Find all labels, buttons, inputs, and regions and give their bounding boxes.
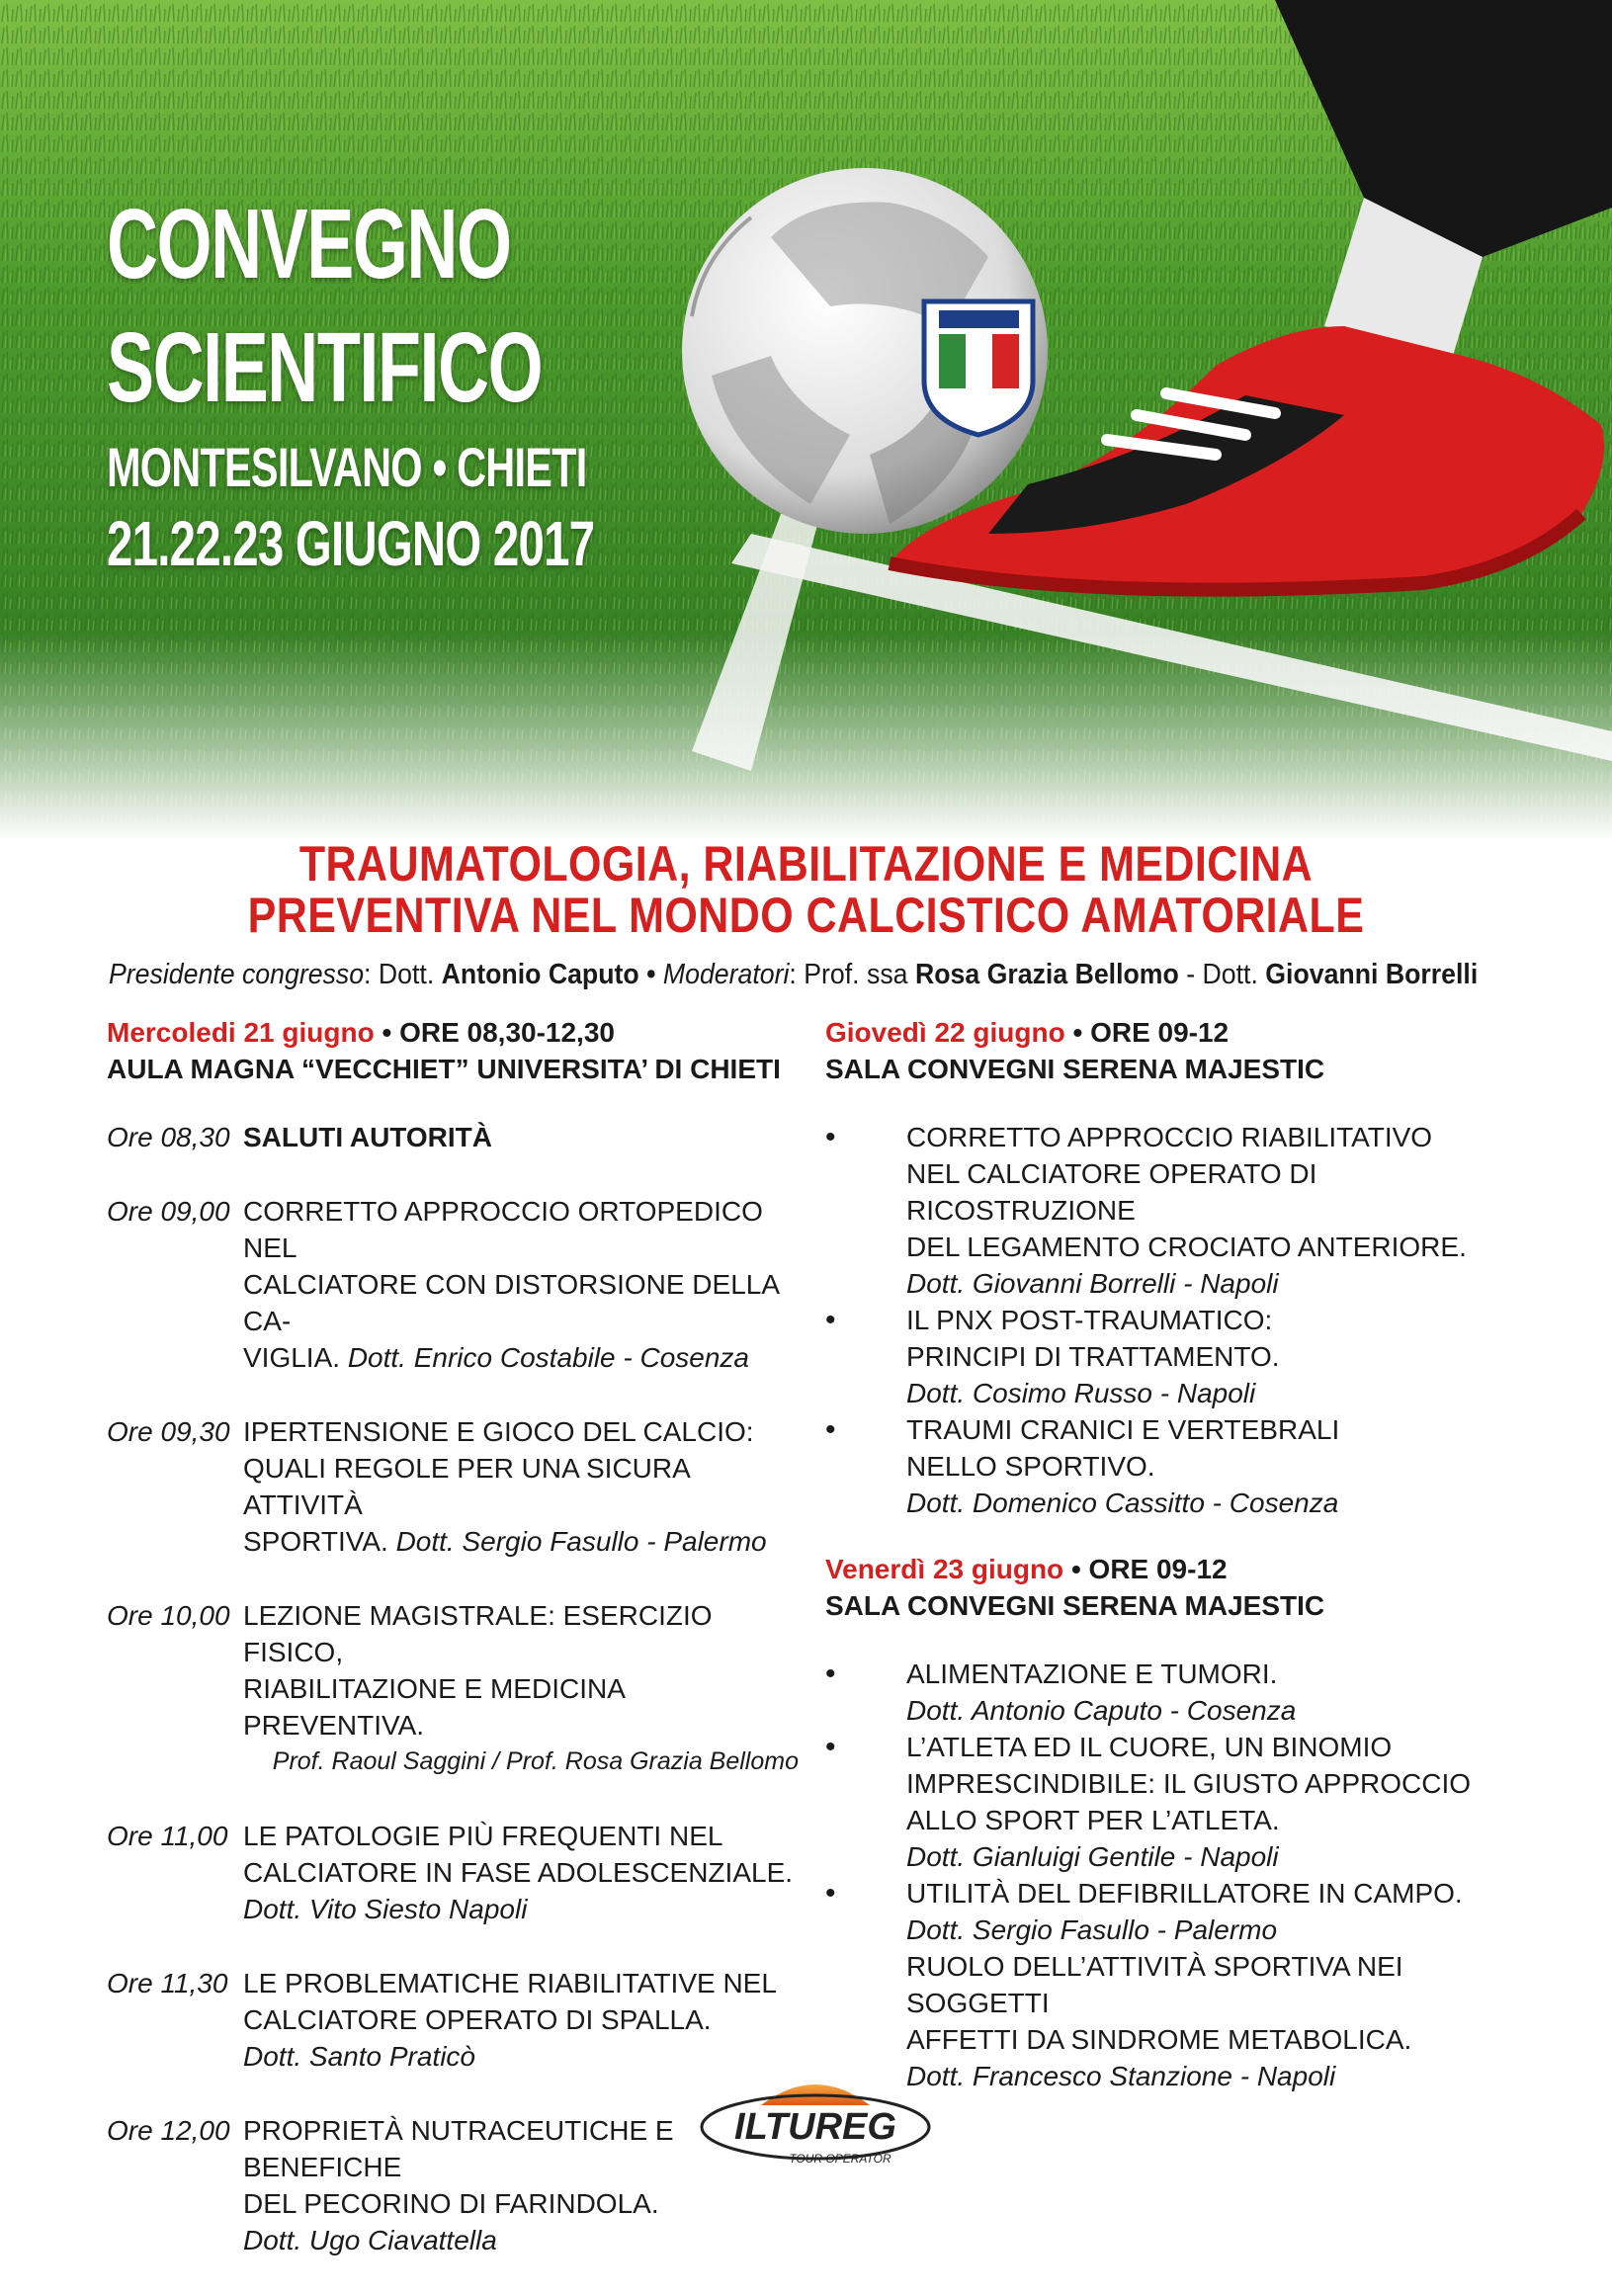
credits-line <box>109 959 1479 991</box>
session-text: CALCIATORE IN FASE ADOLESCENZIALE. <box>243 1857 794 1888</box>
session-speaker: Dott. Sergio Fasullo - Palermo <box>395 1526 767 1557</box>
session-speaker: Prof. Raoul Saggini / Prof. Rosa Grazia Bellomo <box>272 1747 799 1775</box>
day2-date: Giovedì 22 giugno <box>825 1017 1065 1048</box>
talk-text: UTILITÀ DEL DEFIBRILLATORE IN CAMPO. <box>906 1878 1463 1909</box>
president-name: Antonio Caputo <box>441 959 639 990</box>
moderator-separator: - Dott. <box>1178 959 1266 990</box>
session-time: Ore 11,00 <box>107 1821 228 1851</box>
logo-text: ILTUREG <box>734 2106 896 2148</box>
session-text: PROPRIETÀ NUTRACEUTICHE E BENEFICHE <box>243 2115 674 2182</box>
session-time: Ore 11,30 <box>107 1968 228 1998</box>
bullet-icon: • <box>825 1121 836 1153</box>
session-time: Ore 08,30 <box>107 1122 230 1152</box>
talk-text: ALLO SPORT PER L’ATLETA. <box>906 1805 1280 1835</box>
talk-item <box>825 1119 1517 1302</box>
talk-text: RUOLO DELL’ATTIVITÀ SPORTIVA NEI SOGGETTI <box>906 1951 1403 2018</box>
bullet-icon: • <box>825 1304 836 1336</box>
session-item <box>107 1193 799 1376</box>
session-time: Ore 09,30 <box>107 1416 230 1447</box>
talk-text: L’ATLETA ED IL CUORE, UN BINOMIO <box>906 1732 1393 1762</box>
bullet-icon: • <box>825 1413 836 1446</box>
talk-speaker: Dott. Domenico Cassitto - Cosenza <box>906 1488 1339 1518</box>
session-text: SPORTIVA. <box>243 1526 396 1557</box>
session-text: LE PROBLEMATICHE RIABILITATIVE NEL <box>243 1968 777 1998</box>
medici-calcio-badge-icon <box>924 301 1033 435</box>
ilturreg-logo <box>692 2066 939 2174</box>
session-speaker: Dott. Santo Praticò <box>243 2041 476 2072</box>
talk-speaker: Dott. Giovanni Borrelli - Napoli <box>906 1268 1279 1299</box>
session-item <box>107 1965 799 2075</box>
session-time: Ore 12,00 <box>107 2115 230 2146</box>
talk-text: NEL CALCIATORE OPERATO DI RICOSTRUZIONE <box>906 1158 1317 1226</box>
session-item <box>107 1597 799 1780</box>
talk-item <box>825 1875 1517 2094</box>
session-text: QUALI REGOLE PER UNA SICURA ATTIVITÀ <box>243 1453 690 1520</box>
hero-dates: 21.22.23 GIUGNO 2017 <box>107 508 595 579</box>
session-text: CALCIATORE OPERATO DI SPALLA. <box>243 2004 712 2035</box>
session-time: Ore 10,00 <box>107 1600 230 1631</box>
separator: • <box>638 959 663 990</box>
bullet-icon: • <box>825 1658 836 1690</box>
bullet-icon: • <box>825 1877 836 1910</box>
talk-speaker: Dott. Francesco Stanzione - Napoli <box>906 2061 1336 2091</box>
bullet-icon: • <box>825 1731 836 1763</box>
day1-venue: AULA MAGNA “VECCHIET” UNIVERSITA’ DI CHIETI <box>107 1054 781 1084</box>
day3-time: • ORE 09-12 <box>1063 1554 1228 1584</box>
session-text: RIABILITAZIONE E MEDICINA PREVENTIVA. <box>243 1673 625 1741</box>
headline-line1: TRAUMATOLOGIA, RIABILITAZIONE E MEDICINA <box>298 836 1314 892</box>
president-title: : Dott. <box>364 959 442 990</box>
session-text: LE PATOLOGIE PIÙ FREQUENTI NEL <box>243 1821 723 1851</box>
president-label: Presidente congresso <box>109 959 365 990</box>
day3-date: Venerdì 23 giugno <box>825 1554 1064 1584</box>
talk-text: ALIMENTAZIONE E TUMORI. <box>906 1658 1278 1689</box>
moderator1-name: Rosa Grazia Bellomo <box>914 959 1179 990</box>
hero-title-line2: SCIENTIFICO <box>107 312 543 423</box>
talk-text: PRINCIPI DI TRATTAMENTO. <box>906 1341 1280 1372</box>
day2-day3-schedule <box>825 1014 1517 2094</box>
logo-subtext: TOUR OPERATOR <box>789 2152 891 2166</box>
moderator2-name: Giovanni Borrelli <box>1265 959 1479 990</box>
talk-text: IL PNX POST-TRAUMATICO: <box>906 1305 1273 1335</box>
session-speaker: Dott. Enrico Costabile - Cosenza <box>347 1342 750 1373</box>
session-text: IPERTENSIONE E GIOCO DEL CALCIO: <box>243 1416 754 1447</box>
session-text: CALCIATORE CON DISTORSIONE DELLA CA- <box>243 1269 779 1336</box>
day1-time: • ORE 08,30-12,30 <box>374 1017 615 1048</box>
session-text: VIGLIA. <box>243 1342 348 1373</box>
talk-text: CORRETTO APPROCCIO RIABILITATIVO <box>906 1122 1433 1152</box>
day2-venue: SALA CONVEGNI SERENA MAJESTIC <box>825 1054 1325 1084</box>
talk-speaker: Dott. Antonio Caputo - Cosenza <box>906 1695 1297 1726</box>
hero-image <box>0 0 1612 840</box>
talk-text: TRAUMI CRANICI E VERTEBRALI <box>906 1414 1340 1445</box>
hero-location: MONTESILVANO • CHIETI <box>107 436 587 498</box>
moderator1-title: : Prof. ssa <box>789 959 915 990</box>
day3-header <box>825 1551 1517 1587</box>
day3-venue: SALA CONVEGNI SERENA MAJESTIC <box>825 1590 1325 1621</box>
talk-speaker: Dott. Sergio Fasullo - Palermo <box>906 1914 1278 1945</box>
talk-item <box>825 1302 1517 1411</box>
tour-operator-logo-icon <box>692 2066 939 2174</box>
talk-text: IMPRESCINDIBILE: IL GIUSTO APPROCCIO <box>906 1768 1472 1799</box>
session-item <box>107 1119 799 1155</box>
talk-text: NELLO SPORTIVO. <box>906 1451 1155 1482</box>
day2-time: • ORE 09-12 <box>1064 1017 1230 1048</box>
session-text: CORRETTO APPROCCIO ORTOPEDICO NEL <box>243 1196 763 1263</box>
session-text: LEZIONE MAGISTRALE: ESERCIZIO FISICO, <box>243 1600 713 1667</box>
talk-item <box>825 1656 1517 1729</box>
session-title: SALUTI AUTORITÀ <box>243 1122 492 1152</box>
talk-speaker: Dott. Cosimo Russo - Napoli <box>906 1378 1256 1408</box>
talk-text: DEL LEGAMENTO CROCIATO ANTERIORE. <box>906 1232 1467 1262</box>
talk-item <box>825 1729 1517 1875</box>
day1-date: Mercoledi 21 giugno <box>107 1017 375 1048</box>
talk-item <box>825 1411 1517 1521</box>
session-speaker: Dott. Vito Siesto Napoli <box>243 1894 528 1924</box>
session-item <box>107 1413 799 1560</box>
talk-speaker: Dott. Gianluigi Gentile - Napoli <box>906 1841 1279 1872</box>
session-text: DEL PECORINO DI FARINDOLA. <box>243 2188 659 2219</box>
congress-headline <box>0 838 1612 941</box>
talk-text: AFFETTI DA SINDROME METABOLICA. <box>906 2024 1412 2055</box>
hero-title-line1: CONVEGNO <box>107 189 511 299</box>
day1-header <box>107 1014 799 1051</box>
session-item <box>107 1818 799 1927</box>
session-time: Ore 09,00 <box>107 1196 230 1227</box>
moderators-label: Moderatori <box>662 959 790 990</box>
headline-line2: PREVENTIVA NEL MONDO CALCISTICO AMATORIALE <box>247 888 1365 943</box>
session-speaker: Dott. Ugo Ciavattella <box>243 2225 497 2255</box>
soccer-ball-icon <box>682 168 1048 534</box>
day2-header <box>825 1014 1517 1051</box>
